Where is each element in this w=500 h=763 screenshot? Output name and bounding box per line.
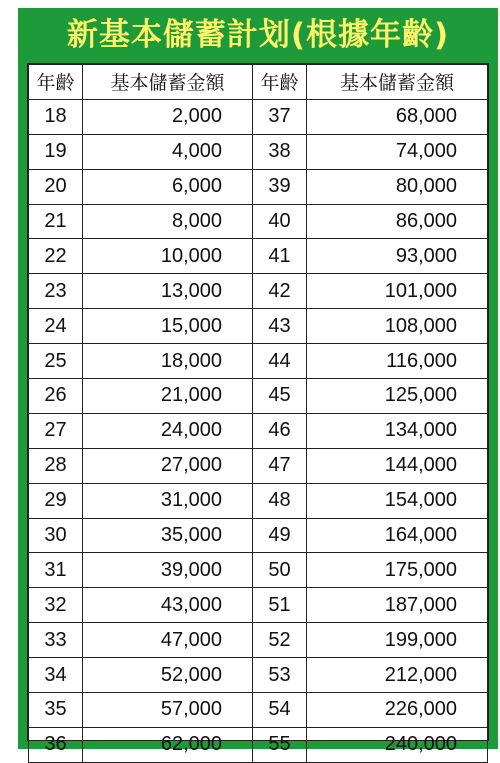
age-cell-right: 53 bbox=[253, 658, 307, 693]
age-cell-right: 41 bbox=[253, 239, 307, 274]
age-cell-right: 44 bbox=[253, 344, 307, 379]
age-cell-left: 30 bbox=[29, 518, 83, 553]
age-cell-left: 24 bbox=[29, 309, 83, 344]
amount-cell-left: 10,000 bbox=[83, 239, 253, 274]
amount-cell-left: 4,000 bbox=[83, 134, 253, 169]
age-cell-right: 48 bbox=[253, 483, 307, 518]
table-row bbox=[29, 204, 488, 239]
table-row bbox=[29, 274, 488, 309]
age-cell-left: 19 bbox=[29, 134, 83, 169]
table-row bbox=[29, 623, 488, 658]
age-cell-right: 50 bbox=[253, 553, 307, 588]
amount-cell-left: 43,000 bbox=[83, 588, 253, 623]
age-cell-left: 20 bbox=[29, 169, 83, 204]
table-row bbox=[29, 658, 488, 693]
age-cell-left: 26 bbox=[29, 379, 83, 414]
age-cell-left: 33 bbox=[29, 623, 83, 658]
amount-cell-left: 47,000 bbox=[83, 623, 253, 658]
table-row bbox=[29, 344, 488, 379]
table-row bbox=[29, 518, 488, 553]
amount-cell-left: 18,000 bbox=[83, 344, 253, 379]
amount-cell-right: 199,000 bbox=[307, 623, 488, 658]
age-cell-left: 23 bbox=[29, 274, 83, 309]
age-cell-right: 40 bbox=[253, 204, 307, 239]
age-cell-left: 22 bbox=[29, 239, 83, 274]
header-amount-right: 基本儲蓄金額 bbox=[307, 65, 488, 100]
age-cell-left: 21 bbox=[29, 204, 83, 239]
header-amount-left: 基本儲蓄金額 bbox=[83, 65, 253, 100]
savings-table bbox=[28, 64, 488, 763]
header-age-right: 年齡 bbox=[253, 65, 307, 100]
table-row bbox=[29, 169, 488, 204]
age-cell-right: 54 bbox=[253, 693, 307, 728]
amount-cell-left: 57,000 bbox=[83, 693, 253, 728]
table-row bbox=[29, 588, 488, 623]
table-row bbox=[29, 693, 488, 728]
amount-cell-right: 86,000 bbox=[307, 204, 488, 239]
amount-cell-right: 144,000 bbox=[307, 448, 488, 483]
amount-cell-left: 35,000 bbox=[83, 518, 253, 553]
age-cell-left: 27 bbox=[29, 413, 83, 448]
age-cell-left: 28 bbox=[29, 448, 83, 483]
amount-cell-right: 125,000 bbox=[307, 379, 488, 414]
age-cell-left: 31 bbox=[29, 553, 83, 588]
age-cell-right: 39 bbox=[253, 169, 307, 204]
amount-cell-right: 74,000 bbox=[307, 134, 488, 169]
table-row bbox=[29, 134, 488, 169]
amount-cell-right: 164,000 bbox=[307, 518, 488, 553]
table-row bbox=[29, 413, 488, 448]
amount-cell-right: 134,000 bbox=[307, 413, 488, 448]
amount-cell-left: 62,000 bbox=[83, 727, 253, 762]
amount-cell-left: 31,000 bbox=[83, 483, 253, 518]
age-cell-left: 29 bbox=[29, 483, 83, 518]
age-cell-right: 52 bbox=[253, 623, 307, 658]
table-row bbox=[29, 99, 488, 134]
table-row bbox=[29, 379, 488, 414]
amount-cell-right: 226,000 bbox=[307, 693, 488, 728]
amount-cell-right: 93,000 bbox=[307, 239, 488, 274]
age-cell-right: 55 bbox=[253, 727, 307, 762]
table-row bbox=[29, 448, 488, 483]
age-cell-right: 47 bbox=[253, 448, 307, 483]
amount-cell-right: 175,000 bbox=[307, 553, 488, 588]
age-cell-left: 25 bbox=[29, 344, 83, 379]
amount-cell-right: 154,000 bbox=[307, 483, 488, 518]
amount-cell-right: 68,000 bbox=[307, 99, 488, 134]
amount-cell-right: 101,000 bbox=[307, 274, 488, 309]
age-cell-right: 37 bbox=[253, 99, 307, 134]
table-header-row bbox=[29, 65, 488, 100]
age-cell-right: 49 bbox=[253, 518, 307, 553]
amount-cell-left: 21,000 bbox=[83, 379, 253, 414]
age-cell-right: 38 bbox=[253, 134, 307, 169]
age-cell-right: 46 bbox=[253, 413, 307, 448]
table-body bbox=[29, 99, 488, 762]
amount-cell-left: 8,000 bbox=[83, 204, 253, 239]
amount-cell-right: 240,000 bbox=[307, 727, 488, 762]
amount-cell-right: 80,000 bbox=[307, 169, 488, 204]
age-cell-right: 43 bbox=[253, 309, 307, 344]
table-row bbox=[29, 309, 488, 344]
age-cell-left: 34 bbox=[29, 658, 83, 693]
age-cell-left: 35 bbox=[29, 693, 83, 728]
age-cell-right: 45 bbox=[253, 379, 307, 414]
amount-cell-left: 52,000 bbox=[83, 658, 253, 693]
amount-cell-left: 15,000 bbox=[83, 309, 253, 344]
table-row bbox=[29, 239, 488, 274]
table-row bbox=[29, 483, 488, 518]
table-row bbox=[29, 553, 488, 588]
page-title: 新基本儲蓄計划(根據年齡) bbox=[66, 17, 450, 53]
amount-cell-right: 212,000 bbox=[307, 658, 488, 693]
amount-cell-right: 108,000 bbox=[307, 309, 488, 344]
savings-table-container bbox=[27, 63, 489, 756]
savings-plan-panel bbox=[18, 8, 498, 756]
age-cell-left: 36 bbox=[29, 727, 83, 762]
age-cell-right: 42 bbox=[253, 274, 307, 309]
amount-cell-left: 39,000 bbox=[83, 553, 253, 588]
age-cell-left: 18 bbox=[29, 99, 83, 134]
amount-cell-left: 6,000 bbox=[83, 169, 253, 204]
amount-cell-left: 13,000 bbox=[83, 274, 253, 309]
amount-cell-left: 2,000 bbox=[83, 99, 253, 134]
amount-cell-left: 24,000 bbox=[83, 413, 253, 448]
header-age-left: 年齡 bbox=[29, 65, 83, 100]
table-row bbox=[29, 727, 488, 762]
amount-cell-right: 187,000 bbox=[307, 588, 488, 623]
age-cell-left: 32 bbox=[29, 588, 83, 623]
age-cell-right: 51 bbox=[253, 588, 307, 623]
amount-cell-right: 116,000 bbox=[307, 344, 488, 379]
amount-cell-left: 27,000 bbox=[83, 448, 253, 483]
